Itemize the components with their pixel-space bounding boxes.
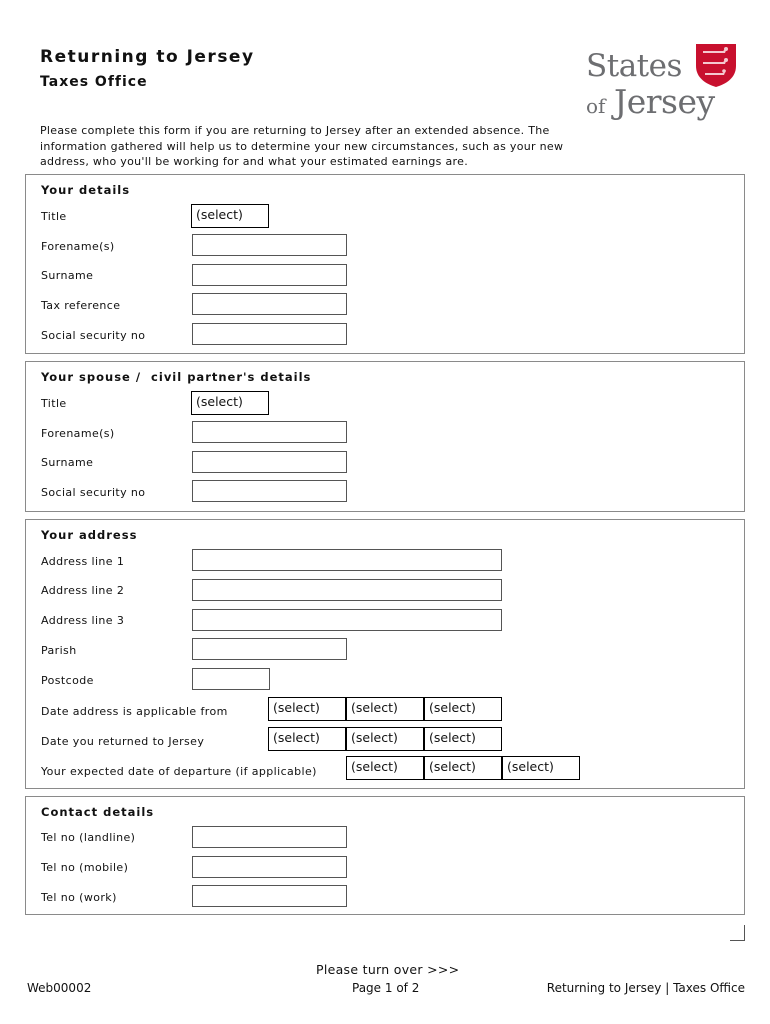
section-heading: Your address bbox=[41, 528, 138, 542]
section-heading: Your spouse / civil partner's details bbox=[41, 370, 312, 384]
spouse-title-label: Title bbox=[41, 397, 67, 410]
departure-day-select[interactable]: (select) bbox=[346, 756, 424, 780]
footer-form-name: Returning to Jersey | Taxes Office bbox=[546, 981, 745, 995]
page-title: Returning to Jersey bbox=[40, 47, 255, 67]
applicable-year-select[interactable]: (select) bbox=[424, 697, 502, 721]
corner-mark-vertical bbox=[744, 925, 745, 941]
forenames-label: Forename(s) bbox=[41, 240, 115, 253]
returned-month-select[interactable]: (select) bbox=[346, 727, 424, 751]
applicable-day-select[interactable]: (select) bbox=[268, 697, 346, 721]
section-contact-details bbox=[25, 796, 745, 915]
spouse-surname-input[interactable] bbox=[192, 451, 347, 473]
corner-mark bbox=[730, 940, 745, 941]
tax-reference-input[interactable] bbox=[192, 293, 347, 315]
form-code: Web00002 bbox=[27, 981, 92, 995]
section-your-address bbox=[25, 519, 745, 789]
logo-text-of: of bbox=[586, 94, 606, 118]
page-number: Page 1 of 2 bbox=[352, 981, 420, 995]
spouse-title-select[interactable]: (select) bbox=[191, 391, 269, 415]
parish-input[interactable] bbox=[192, 638, 347, 660]
section-your-details bbox=[25, 174, 745, 354]
tel-mobile-label: Tel no (mobile) bbox=[41, 861, 129, 874]
title-select[interactable]: (select) bbox=[191, 204, 269, 228]
address-line1-input[interactable] bbox=[192, 549, 502, 571]
section-spouse-details bbox=[25, 361, 745, 512]
returned-day-select[interactable]: (select) bbox=[268, 727, 346, 751]
returned-date-label: Date you returned to Jersey bbox=[41, 735, 205, 748]
returned-year-select[interactable]: (select) bbox=[424, 727, 502, 751]
spouse-forenames-input[interactable] bbox=[192, 421, 347, 443]
tel-work-input[interactable] bbox=[192, 885, 347, 907]
forenames-input[interactable] bbox=[192, 234, 347, 256]
applicable-from-label: Date address is applicable from bbox=[41, 705, 228, 718]
address-line2-input[interactable] bbox=[192, 579, 502, 601]
postcode-input[interactable] bbox=[192, 668, 270, 690]
address-line3-input[interactable] bbox=[192, 609, 502, 631]
logo-text-jersey: Jersey bbox=[614, 82, 715, 121]
spouse-social-security-input[interactable] bbox=[192, 480, 347, 502]
departure-month-select[interactable]: (select) bbox=[424, 756, 502, 780]
tel-landline-input[interactable] bbox=[192, 826, 347, 848]
intro-text: Please complete this form if you are returning to Jersey after an extended absence. The information gathered will help us to determine your new circumstances, such as your new address, who you'll be working for and what your estimated earnings are. bbox=[40, 124, 564, 168]
address-line1-label: Address line 1 bbox=[41, 555, 125, 568]
section-heading: Contact details bbox=[41, 805, 155, 819]
spouse-forenames-label: Forename(s) bbox=[41, 427, 115, 440]
address-line3-label: Address line 3 bbox=[41, 614, 125, 627]
page-subtitle: Taxes Office bbox=[40, 74, 148, 90]
departure-year-select[interactable]: (select) bbox=[502, 756, 580, 780]
postcode-label: Postcode bbox=[41, 674, 94, 687]
tel-landline-label: Tel no (landline) bbox=[41, 831, 136, 844]
surname-label: Surname bbox=[41, 269, 94, 282]
tax-reference-label: Tax reference bbox=[41, 299, 121, 312]
spouse-social-security-label: Social security no bbox=[41, 486, 146, 499]
turn-over-note: Please turn over >>> bbox=[316, 962, 460, 977]
departure-date-label: Your expected date of departure (if applicable) bbox=[41, 765, 317, 778]
tel-work-label: Tel no (work) bbox=[41, 891, 117, 904]
jersey-shield-icon bbox=[694, 42, 738, 88]
tel-mobile-input[interactable] bbox=[192, 856, 347, 878]
parish-label: Parish bbox=[41, 644, 77, 657]
social-security-input[interactable] bbox=[192, 323, 347, 345]
surname-input[interactable] bbox=[192, 264, 347, 286]
section-heading: Your details bbox=[41, 183, 131, 197]
title-label: Title bbox=[41, 210, 67, 223]
social-security-label: Social security no bbox=[41, 329, 146, 342]
spouse-surname-label: Surname bbox=[41, 456, 94, 469]
applicable-month-select[interactable]: (select) bbox=[346, 697, 424, 721]
states-of-jersey-logo bbox=[586, 40, 736, 130]
address-line2-label: Address line 2 bbox=[41, 584, 125, 597]
logo-text-states: States bbox=[586, 48, 682, 84]
